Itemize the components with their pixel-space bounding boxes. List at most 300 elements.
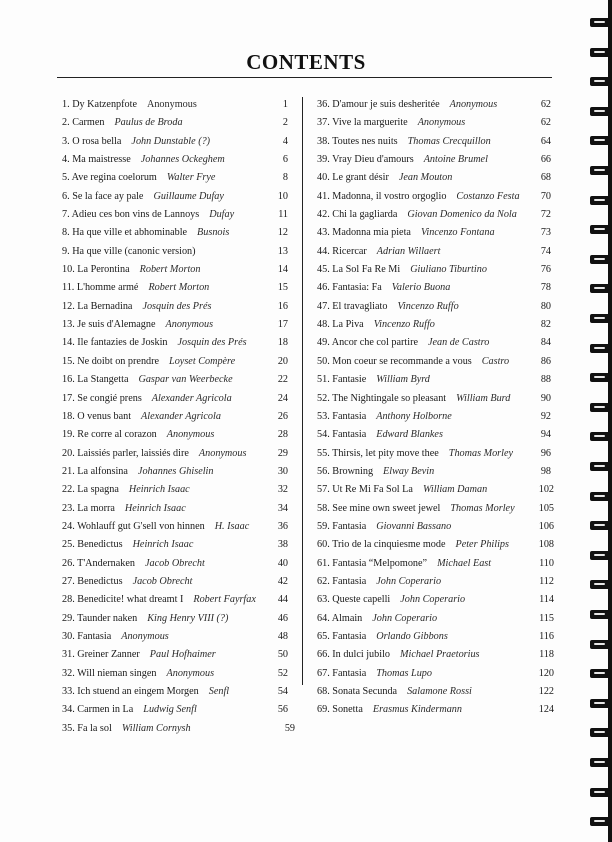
entry-title: Se congié prens — [77, 392, 142, 404]
entry-title: Fantasia — [77, 630, 112, 642]
contents-entry — [62, 481, 288, 499]
contents-entry — [317, 96, 551, 114]
page-title: CONTENTS — [246, 50, 366, 74]
entry-page-number: 17 — [277, 319, 288, 331]
entry-title: Fantasia — [332, 630, 367, 642]
entry-page-number: 73 — [540, 227, 551, 239]
entry-title: Ut Re Mi Fa Sol La — [332, 484, 413, 496]
entry-composer: Paulus de Broda — [114, 117, 183, 129]
entry-number: 19. — [62, 429, 75, 441]
contents-entry — [317, 610, 554, 628]
entry-title: Carmen in La — [77, 704, 134, 716]
entry-number: 43. — [317, 227, 330, 239]
entry-title: Fantasia — [332, 575, 367, 587]
entry-number: 62. — [317, 575, 330, 587]
entry-composer: Peter Philips — [455, 539, 509, 551]
entry-page-number: 84 — [540, 337, 551, 349]
binding-coil — [590, 136, 609, 145]
entry-page-number: 62 — [540, 117, 551, 129]
entry-title: Toutes nes nuits — [332, 135, 398, 147]
entry-composer: H. Isaac — [214, 520, 250, 532]
entry-composer: Antoine Brumel — [423, 154, 488, 166]
contents-entry — [317, 683, 554, 701]
entry-title: Ma maistresse — [72, 154, 131, 166]
entry-page-number: 114 — [539, 594, 554, 606]
entry-title: T'Andernaken — [77, 557, 135, 569]
entry-composer: Jean de Castro — [427, 337, 490, 349]
entry-number: 38. — [317, 135, 330, 147]
entry-page-number: 30 — [277, 465, 288, 477]
binding-coil — [590, 284, 609, 293]
entry-title: Wohlauff gut G'sell von hinnen — [77, 520, 205, 532]
entry-title: Madonna mia pieta — [332, 227, 411, 239]
entry-page-number: 66 — [540, 154, 551, 166]
entry-composer: Orlando Gibbons — [376, 630, 448, 642]
contents-entry — [317, 261, 551, 279]
entry-title: Mon coeur se recommande a vous — [332, 355, 472, 367]
entry-composer: Heinrich Isaac — [128, 484, 190, 496]
entry-number: 54. — [317, 429, 330, 441]
entry-page-number: 80 — [540, 300, 551, 312]
contents-entry — [317, 481, 554, 499]
entry-number: 29. — [62, 612, 75, 624]
contents-entry — [62, 463, 288, 481]
entry-composer: Thomas Lupo — [376, 667, 432, 679]
entry-page-number: 62 — [540, 99, 551, 110]
binding-coil — [590, 580, 609, 589]
contents-entry — [62, 279, 288, 297]
contents-entry — [317, 500, 554, 518]
entry-title: D'amour je suis desheritée — [332, 99, 440, 110]
entry-composer: Vincenzo Ruffo — [397, 300, 459, 312]
entry-composer: Michael Praetorius — [400, 649, 480, 661]
entry-number: 40. — [317, 172, 330, 184]
entry-page-number: 115 — [539, 612, 554, 624]
entry-title: La alfonsina — [77, 465, 128, 477]
entry-composer: Heinrich Isaac — [124, 502, 186, 514]
entry-number: 21. — [62, 465, 75, 477]
entry-page-number: 68 — [540, 172, 551, 184]
entry-number: 12. — [62, 300, 75, 312]
entry-number: 10. — [62, 264, 75, 276]
binding-coil — [590, 758, 609, 767]
entry-page-number: 56 — [277, 704, 288, 716]
spiral-binding — [590, 0, 612, 842]
entry-page-number: 34 — [277, 502, 288, 514]
entry-composer: Jacob Obrecht — [132, 575, 193, 587]
binding-coil — [590, 18, 609, 27]
entry-page-number: 70 — [540, 190, 551, 202]
entry-number: 65. — [317, 630, 330, 642]
entry-title: Ancor che col partire — [331, 337, 418, 349]
entry-number: 37. — [317, 117, 330, 129]
binding-coil — [590, 728, 609, 737]
binding-edge — [608, 0, 612, 842]
entry-page-number: 64 — [540, 135, 551, 147]
binding-coil — [590, 610, 609, 619]
entry-composer: Valerio Buona — [391, 282, 451, 294]
entry-number: 22. — [62, 484, 75, 496]
entry-page-number: 28 — [277, 429, 288, 441]
contents-entry — [317, 133, 551, 151]
entry-number: 55. — [317, 447, 330, 459]
entry-number: 31. — [62, 649, 75, 661]
contents-entry — [62, 151, 288, 169]
entry-title: See mine own sweet jewel — [332, 502, 441, 514]
entry-page-number: 2 — [282, 117, 288, 129]
entry-number: 23. — [62, 502, 75, 514]
entry-number: 49. — [317, 337, 330, 349]
entry-page-number: 110 — [539, 557, 554, 569]
entry-page-number: 44 — [277, 594, 288, 606]
entry-page-number: 20 — [277, 355, 288, 367]
entry-composer: Paul Hofhaimer — [149, 649, 216, 661]
entry-composer: Johannes Ockeghem — [140, 154, 225, 166]
contents-entry — [317, 555, 554, 573]
entry-number: 27. — [62, 575, 75, 587]
binding-coil — [590, 196, 609, 205]
entry-title: Almain — [331, 612, 363, 624]
entry-number: 42. — [317, 209, 330, 221]
entry-composer: Edward Blankes — [376, 429, 443, 441]
entry-number: 1. — [62, 99, 70, 110]
entry-title: El travagliato — [332, 300, 388, 312]
entry-composer: William Daman — [422, 484, 488, 496]
entry-title: Vive la marguerite — [332, 117, 408, 129]
contents-entry — [317, 334, 551, 352]
entry-page-number: 6 — [282, 154, 288, 166]
entry-composer: Anonymous — [166, 667, 215, 679]
binding-coil — [590, 373, 609, 382]
entry-composer: Anonymous — [449, 99, 498, 110]
entry-composer: Gaspar van Weerbecke — [138, 374, 233, 386]
entry-page-number: 46 — [277, 612, 288, 624]
entry-title: Dy Katzenpfote — [72, 99, 137, 110]
entry-number: 24. — [62, 520, 75, 532]
entry-number: 4. — [62, 154, 70, 166]
entry-number: 15. — [62, 355, 75, 367]
entry-composer: Robert Morton — [139, 264, 201, 276]
entry-composer: King Henry VIII (?) — [147, 612, 229, 624]
contents-entry — [317, 445, 551, 463]
entry-page-number: 74 — [540, 245, 551, 257]
entry-page-number: 122 — [538, 686, 554, 697]
entry-title: Fantasia — [332, 429, 367, 441]
contents-entry — [317, 371, 551, 389]
contents-entry — [62, 426, 288, 444]
entry-title: La Stangetta — [77, 374, 129, 386]
entry-number: 16. — [62, 374, 75, 386]
contents-column-left — [62, 96, 295, 738]
entry-page-number: 92 — [540, 410, 551, 422]
entry-composer: Vincenzo Fontana — [420, 227, 495, 239]
entry-number: 11. — [62, 282, 75, 294]
contents-entry — [62, 518, 288, 536]
entry-title: L'homme armé — [76, 282, 139, 294]
entry-number: 26. — [62, 557, 75, 569]
entry-page-number: 29 — [277, 447, 288, 459]
entry-composer: Josquin des Prés — [177, 337, 247, 349]
binding-coil — [590, 432, 609, 441]
entry-page-number: 18 — [277, 337, 288, 349]
binding-coil — [590, 699, 609, 708]
entry-composer: Robert Fayrfax — [193, 594, 256, 606]
entry-page-number: 59 — [284, 722, 295, 734]
entry-title: Ha que ville (canonic version) — [72, 245, 196, 257]
entry-title: Madonna, il vostro orgoglio — [332, 190, 447, 202]
entry-page-number: 42 — [277, 575, 288, 587]
entry-page-number: 26 — [277, 410, 288, 422]
entry-number: 64. — [317, 612, 330, 624]
entry-title: Sonata Secunda — [332, 686, 398, 697]
entry-composer: Anonymous — [166, 429, 215, 441]
entry-number: 47. — [317, 300, 330, 312]
entry-title: Thirsis, let pity move thee — [332, 447, 439, 459]
entry-title: La morra — [77, 502, 115, 514]
entry-composer: Anonymous — [146, 99, 197, 110]
contents-entry — [317, 279, 551, 297]
entry-page-number: 15 — [277, 282, 288, 294]
binding-coil — [590, 344, 609, 353]
entry-title: Re corre al corazon — [77, 429, 157, 441]
entry-page-number: 102 — [538, 484, 554, 496]
contents-entry — [62, 536, 288, 554]
entry-composer: William Cornysh — [121, 722, 191, 734]
entry-page-number: 10 — [277, 190, 288, 202]
entry-composer: Salamone Rossi — [407, 686, 472, 697]
entry-title: Ile fantazies de Joskin — [77, 337, 168, 349]
entry-title: Le grant désir — [332, 172, 389, 184]
entry-composer: William Byrd — [376, 374, 430, 386]
entry-composer: Jacob Obrecht — [144, 557, 205, 569]
entry-composer: Anonymous — [198, 447, 247, 459]
entry-page-number: 48 — [277, 630, 288, 642]
entry-number: 30. — [62, 630, 75, 642]
entry-title: Benedictus — [77, 575, 123, 587]
entry-page-number: 124 — [538, 704, 554, 716]
entry-composer: Loyset Compère — [169, 355, 236, 367]
entry-number: 61. — [317, 557, 330, 569]
contents-entry — [62, 628, 288, 646]
entry-number: 56. — [317, 465, 330, 477]
entry-composer: Anonymous — [121, 630, 169, 642]
entry-number: 18. — [62, 410, 75, 422]
entry-page-number: 105 — [538, 502, 554, 514]
entry-composer: John Coperario — [400, 594, 466, 606]
contents-entry — [317, 518, 554, 536]
entry-page-number: 11 — [278, 209, 288, 221]
entry-title: Ich stuend an eingem Morgen — [77, 686, 199, 697]
contents-entry — [317, 536, 554, 554]
binding-coil — [590, 521, 609, 530]
binding-coil — [590, 77, 609, 86]
contents-entry — [62, 720, 295, 738]
entry-number: 34. — [62, 704, 75, 716]
entry-number: 33. — [62, 686, 75, 697]
entry-composer: Senfl — [208, 686, 230, 697]
entry-number: 57. — [317, 484, 330, 496]
contents-entry — [62, 591, 288, 609]
contents-entry — [317, 390, 551, 408]
entry-title: Browning — [332, 465, 374, 477]
entry-number: 39. — [317, 154, 330, 166]
entry-title: Sonetta — [332, 704, 363, 716]
contents-entry — [317, 114, 551, 132]
contents-entry — [317, 426, 551, 444]
entry-number: 66. — [317, 649, 330, 661]
entry-composer: Busnois — [197, 227, 230, 239]
entry-page-number: 76 — [540, 264, 551, 276]
entry-composer: Josquin des Prés — [142, 300, 212, 312]
entry-number: 13. — [62, 319, 75, 331]
entry-composer: Thomas Crecquillon — [407, 135, 491, 147]
entry-number: 5. — [62, 172, 70, 184]
entry-title: O rosa bella — [72, 135, 122, 147]
binding-coil — [590, 669, 609, 678]
entry-composer: Alexander Agricola — [151, 392, 232, 404]
contents-entry — [62, 500, 288, 518]
entry-number: 45. — [317, 264, 330, 276]
entry-title: La Bernadina — [77, 300, 133, 312]
entry-title: Greiner Zanner — [77, 649, 140, 661]
entry-title: Laissiés parler, laissiés dire — [77, 447, 189, 459]
entry-page-number: 8 — [282, 172, 288, 184]
entry-composer: Alexander Agricola — [141, 410, 221, 422]
entry-composer: Heinrich Isaac — [132, 539, 194, 551]
entry-page-number: 52 — [277, 667, 288, 679]
entry-number: 63. — [317, 594, 330, 606]
contents-entry — [62, 114, 288, 132]
contents-entry — [317, 243, 551, 261]
entry-title: O venus bant — [77, 410, 132, 422]
entry-title: Fantasia — [332, 667, 367, 679]
binding-coil — [590, 817, 609, 826]
entry-page-number: 32 — [277, 484, 288, 496]
binding-coil — [590, 403, 609, 412]
contents-entry — [62, 353, 288, 371]
contents-entry — [317, 298, 551, 316]
entry-number: 7. — [62, 209, 70, 221]
entry-title: Ne doibt on prendre — [77, 355, 160, 367]
contents-entry — [62, 96, 288, 114]
entry-number: 50. — [317, 355, 330, 367]
entry-title: Trio de la cinquiesme mode — [332, 539, 446, 551]
entry-composer: Vincenzo Ruffo — [373, 319, 435, 331]
contents-entry — [62, 445, 288, 463]
contents-entry — [317, 224, 551, 242]
entry-page-number: 72 — [540, 209, 551, 221]
entry-title: Carmen — [72, 117, 105, 129]
title-underline — [57, 77, 552, 78]
entry-composer: Giovanni Bassano — [376, 520, 452, 532]
entry-page-number: 120 — [538, 667, 554, 679]
entry-page-number: 98 — [540, 465, 551, 477]
entry-number: 25. — [62, 539, 75, 551]
entry-title: Fantasia — [332, 520, 367, 532]
entry-composer: Walter Frye — [166, 172, 216, 184]
entry-composer: Adrian Willaert — [376, 245, 441, 257]
contents-entry — [62, 224, 288, 242]
entry-title: Se la face ay pale — [72, 190, 144, 202]
entry-number: 6. — [62, 190, 70, 202]
contents-entry — [62, 243, 288, 261]
entry-number: 17. — [62, 392, 75, 404]
binding-coil — [590, 107, 609, 116]
entry-page-number: 108 — [538, 539, 554, 551]
entry-number: 67. — [317, 667, 330, 679]
entry-page-number: 94 — [540, 429, 551, 441]
entry-composer: Ludwig Senfl — [143, 704, 197, 716]
entry-title: La Perontina — [77, 264, 130, 276]
contents-entry — [317, 169, 551, 187]
contents-entry — [62, 316, 288, 334]
entry-page-number: 22 — [277, 374, 288, 386]
binding-coil — [590, 551, 609, 560]
entry-title: La Sol Fa Re Mi — [332, 264, 401, 276]
entry-composer: Giovan Domenico da Nola — [407, 209, 517, 221]
contents-entry — [317, 188, 551, 206]
binding-coil — [590, 255, 609, 264]
column-divider — [302, 97, 303, 685]
contents-entry — [62, 665, 288, 683]
entry-composer: Costanzo Festa — [456, 190, 520, 202]
entry-page-number: 12 — [277, 227, 288, 239]
entry-number: 3. — [62, 135, 70, 147]
entry-number: 9. — [62, 245, 70, 257]
contents-entry — [62, 133, 288, 151]
binding-coil — [590, 166, 609, 175]
entry-composer: Anonymous — [417, 117, 466, 129]
binding-coil — [590, 640, 609, 649]
entry-title: Fantasia “Melpomone” — [332, 557, 428, 569]
entry-title: Ave regina coelorum — [71, 172, 157, 184]
entry-page-number: 78 — [540, 282, 551, 294]
contents-entry — [62, 206, 288, 224]
contents-entry — [62, 573, 288, 591]
entry-composer: Johannes Ghiselin — [137, 465, 214, 477]
entry-page-number: 4 — [282, 135, 288, 147]
entry-page-number: 96 — [540, 447, 551, 459]
entry-number: 41. — [317, 190, 330, 202]
entry-page-number: 50 — [277, 649, 288, 661]
contents-entry — [317, 573, 554, 591]
entry-number: 53. — [317, 410, 330, 422]
entry-number: 69. — [317, 704, 330, 716]
binding-coil — [590, 462, 609, 471]
contents-entry — [317, 646, 554, 664]
entry-title: Chi la gagliarda — [332, 209, 398, 221]
entry-composer: Robert Morton — [148, 282, 210, 294]
contents-entry — [62, 701, 288, 719]
entry-page-number: 116 — [539, 630, 554, 642]
contents-entry — [317, 665, 554, 683]
entry-composer: John Dunstable (?) — [131, 135, 211, 147]
entry-composer: Michael East — [437, 557, 492, 569]
entry-title: Fa la sol — [77, 722, 112, 734]
entry-title: Adieu ces bon vins de Lannoys — [71, 209, 200, 221]
entry-composer: Anonymous — [165, 319, 214, 331]
entry-number: 60. — [317, 539, 330, 551]
entry-number: 51. — [317, 374, 330, 386]
contents-entry — [62, 188, 288, 206]
entry-page-number: 24 — [277, 392, 288, 404]
contents-entry — [62, 683, 288, 701]
contents-entry — [317, 316, 551, 334]
entry-composer: William Burd — [456, 392, 511, 404]
entry-number: 44. — [317, 245, 330, 257]
entry-number: 68. — [317, 686, 330, 697]
entry-title: Je suis d'Alemagne — [77, 319, 156, 331]
